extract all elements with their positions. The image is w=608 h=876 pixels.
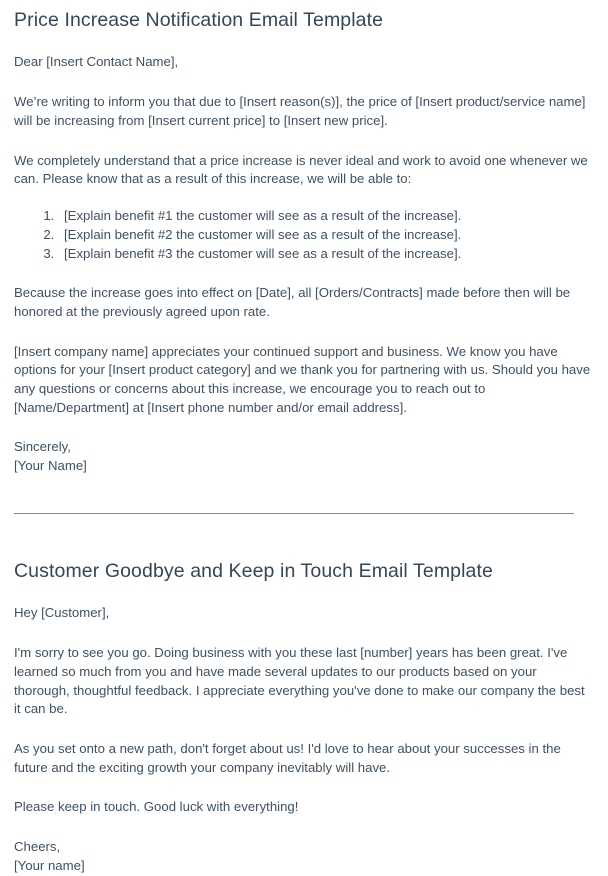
salutation-customer-goodbye: Hey [Customer], <box>14 605 110 621</box>
spacer <box>14 476 594 513</box>
spacer <box>14 623 594 644</box>
spacer <box>14 263 594 284</box>
salutation-price-increase: Dear [Insert Contact Name], <box>14 54 179 70</box>
paragraph-price-change-details: We’re writing to inform you that due to [Insert reason(s)], the price of [Insert product/service name] will be increasing from [Insert current price] to [Insert new price]. <box>14 94 586 128</box>
paragraph-appreciation-contact: [Insert company name] appreciates your continued support and business. We know you have options for your [Insert product category] and we thank you for partnering with us. Should you have any questions or concerns about this increase, we encourage you to reach out to [Name/Department] at [Insert phone number and/or email address]. <box>14 343 591 415</box>
paragraph-new-path-wishes: As you set onto a new path, don't forget about us! I'd love to hear about your successes in the future and the exciting growth your company inevitably will have. <box>14 740 561 775</box>
spacer <box>14 189 594 206</box>
signoff-closing: Sincerely, <box>14 439 71 455</box>
list-item: 2. [Explain benefit #2 the customer will see as a result of the increase]. <box>58 225 594 244</box>
paragraph-effective-date: Because the increase goes into effect on [Date], all [Orders/Contracts] made before then will be honored at the previously agreed upon rate. <box>14 285 571 319</box>
paragraph-understanding-intro: We completely understand that a price increase is never ideal and work to avoid one whenever we can. Please know that as a result of this increase, we will be able to: <box>14 152 588 187</box>
spacer <box>14 719 594 740</box>
spacer <box>14 32 594 53</box>
paragraph-keep-in-touch: Please keep in touch. Good luck with everything! <box>14 799 299 815</box>
signoff-customer-goodbye <box>14 838 594 875</box>
spacer <box>14 322 594 343</box>
spacer <box>14 417 594 438</box>
list-item: 3. [Explain benefit #3 the customer will see as a result of the increase]. <box>58 244 594 263</box>
email-template-section-price-increase <box>14 0 594 476</box>
signoff-name: [Your Name] <box>14 458 87 474</box>
list-item: 1. [Explain benefit #1 the customer will see as a result of the increase]. <box>58 206 594 225</box>
spacer <box>14 514 594 557</box>
paragraph-farewell-thanks: I'm sorry to see you go. Doing business with you these last [number] years has been great. I've learned so much from you and have made several updates to our products based on your thorough, thoughtful feedback. I appreciate everything you've done to make our company the best it can be. <box>14 645 585 717</box>
email-template-section-customer-goodbye <box>14 557 594 876</box>
spacer <box>14 777 594 798</box>
spacer <box>14 131 594 152</box>
section-heading-price-increase: Price Increase Notification Email Template <box>14 9 384 31</box>
benefits-list <box>14 206 594 263</box>
signoff-closing: Cheers, <box>14 839 61 855</box>
signoff-name: [Your name] <box>14 857 85 873</box>
spacer <box>14 72 594 93</box>
spacer <box>14 817 594 838</box>
section-heading-customer-goodbye: Customer Goodbye and Keep in Touch Email Template <box>14 559 493 582</box>
spacer <box>14 583 594 604</box>
signoff-price-increase <box>14 438 594 475</box>
